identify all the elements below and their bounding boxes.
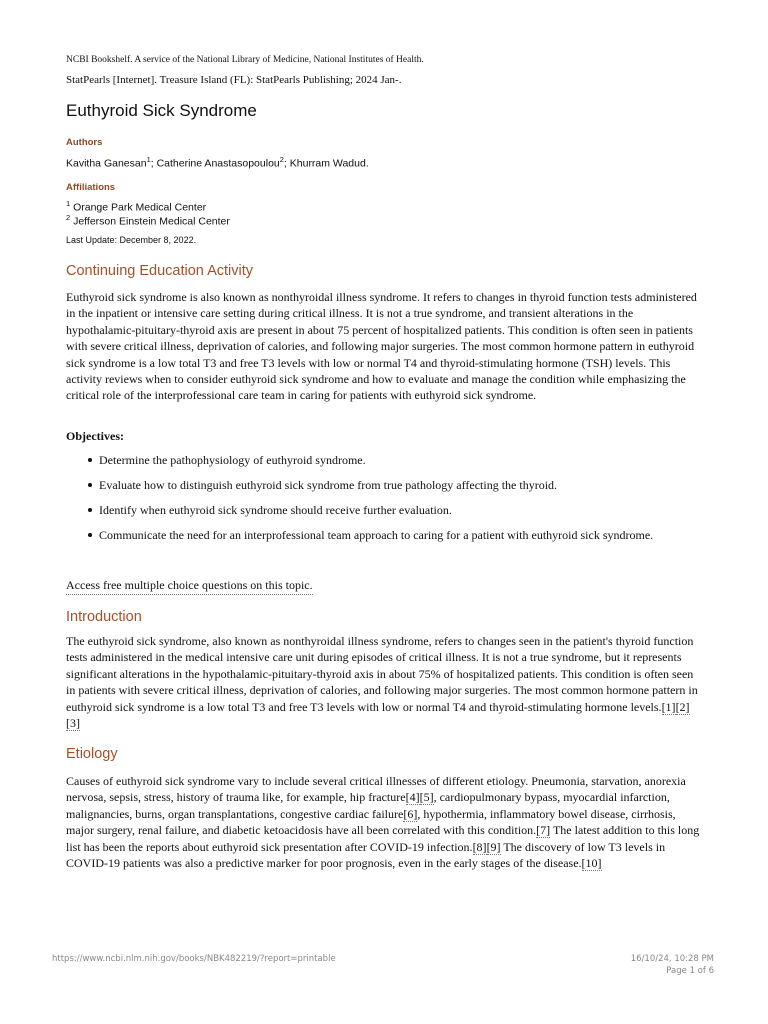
author-2[interactable]: ; Catherine Anastasopoulou: [150, 157, 280, 170]
affiliation-1: $^1$ Orange Park Medical Center: [66, 199, 207, 214]
citation-link[interactable]: [2]: [675, 699, 690, 714]
citation-link[interactable]: [6]: [403, 806, 418, 821]
footer-page-number: Page 1 of 6: [666, 966, 714, 976]
footer-datetime: 16/10/24, 10:28 PM: [630, 954, 714, 964]
list-item: Determine the pathophysiology of euthyroid syndrome.: [66, 452, 702, 468]
list-item: Communicate the need for an interprofessional team approach to caring for a patient with euthyroid sick syndrome.: [66, 527, 702, 543]
bullet-icon: [88, 458, 92, 462]
access-questions-link[interactable]: Access free multiple choice questions on this topic.: [66, 578, 313, 595]
list-item: Identify when euthyroid sick syndrome should receive further evaluation.: [66, 502, 702, 518]
citation-link[interactable]: [4]: [405, 790, 420, 805]
affiliation-2: $^2$ Jefferson Einstein Medical Center: [66, 213, 230, 228]
ce-paragraph: Euthyroid sick syndrome is also known as nonthyroidal illness syndrome. It refers to changes in thyroid function tests administered in the inpatient or intensive care setting during critical illness. It is not a true syndrome, and transient alterations in the hypothalamic-pituitary-thyroid axis are present in about 75 percent of hospitalized patients. This condition is often seen in patients with severe critical illness, deprivation of calories, and following major surgeries. The most common hormone pattern in euthyroid sick syndrome is a low total T3 and free T3 levels with low or normal T4 and thyroid-stimulating hormone (TSH) levels. This activity reviews when to consider euthyroid sick syndrome and how to evaluate and manage the condition while emphasizing the critical role of the interprofessional care team in caring for patients with euthyroid sick syndrome.: [66, 290, 697, 403]
etiology-paragraph: Causes of euthyroid sick syndrome vary to include several critical illnesses of different etiology. Pneumonia, starvation, anorexia nervosa, sepsis, stress, history of trauma like, for example, hip fracture[4][5], cardiopulmonary bypass, myocardial infarction, malignancies, burns, organ transplantations, congestive cardiac failure[6], hypothermia, inflammatory bowel disease, cirrhosis, major surgery, renal failure, and diabetic ketoacidosis have all been correlated with this condition.[7] The latest addition to this long list has been the reports about euthyroid sick presentation after COVID-19 infection.[8][9] The discovery of low T3 levels in COVID-19 patients was also a predictive marker for poor prognosis, even in the early stages of the disease.[10]: [66, 774, 700, 871]
masthead-statpearls: StatPearls [Internet]. Treasure Island (FL): StatPearls Publishing; 2024 Jan-.: [66, 74, 402, 86]
footer-url: https://www.ncbi.nlm.nih.gov/books/NBK482219/?report=printable: [52, 954, 336, 964]
objectives-list: [66, 452, 702, 552]
citation-link[interactable]: [1]: [661, 699, 676, 714]
author-3[interactable]: ; Khurram Wadud.: [283, 157, 369, 170]
citation-link[interactable]: [10]: [581, 856, 602, 871]
heading-etiology: Etiology: [66, 746, 118, 762]
citation-link[interactable]: [5]: [419, 790, 434, 805]
page-title: Euthyroid Sick Syndrome: [66, 101, 257, 120]
masthead-ncbi: NCBI Bookshelf. A service of the National Library of Medicine, National Institutes of Health.: [66, 55, 424, 65]
authors-label: Authors: [66, 137, 103, 148]
last-update: Last Update: December 8, 2022.: [66, 235, 197, 245]
bullet-icon: [88, 533, 92, 537]
citation-link[interactable]: [8]: [472, 839, 487, 854]
author-1[interactable]: Kavitha Ganesan: [66, 157, 147, 170]
heading-continuing-education: Continuing Education Activity: [66, 263, 253, 279]
citation-link[interactable]: [7]: [536, 823, 551, 838]
citation-link[interactable]: [3]: [66, 716, 80, 731]
list-item: Evaluate how to distinguish euthyroid sick syndrome from true pathology affecting the thyroid.: [66, 477, 702, 493]
citation-link[interactable]: [9]: [486, 839, 501, 854]
objectives-label: Objectives:: [66, 429, 124, 443]
intro-paragraph: The euthyroid sick syndrome, also known as nonthyroidal illness syndrome, refers to changes seen in the patient's thyroid function tests administered in the medical intensive care unit during episodes of critical illness. It is not a true syndrome, but it represents significant alterations in the hypothalamic-pituitary-thyroid axis in about 75% of hospitalized patients. This condition is often seen in patients with severe critical illness, deprivation of calories, and following major surgeries. The most common hormone pattern in euthyroid sick syndrome is a low total T3 and free T3 levels with low or normal T4 and thyroid-stimulating hormone levels.[1][2][3]: [66, 634, 698, 731]
bullet-icon: [88, 483, 92, 487]
heading-introduction: Introduction: [66, 609, 142, 625]
affiliations-label: Affiliations: [66, 182, 116, 193]
bullet-icon: [88, 508, 92, 512]
authors-line: Kavitha Ganesan$^1$; Catherine Anastasopoulou$^2$; Khurram Wadud.: [66, 155, 369, 170]
